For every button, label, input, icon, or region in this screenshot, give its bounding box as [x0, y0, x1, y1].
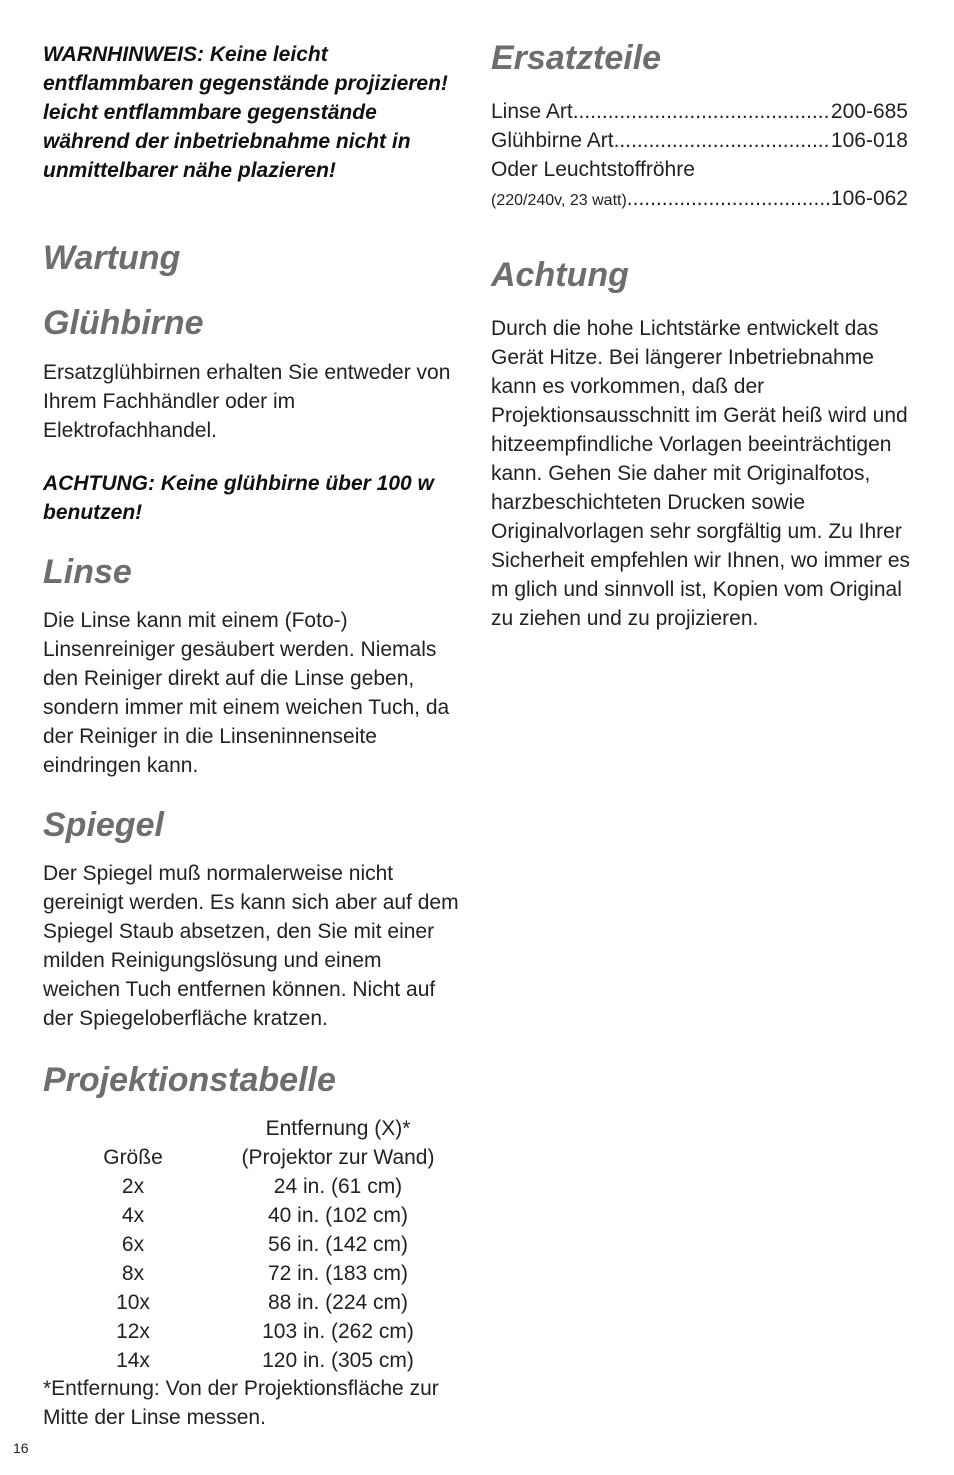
size-cell: 10x [116, 1291, 150, 1314]
table-header-row [43, 1114, 453, 1143]
size-cell: 12x [116, 1320, 150, 1343]
heading-gluehbirne: Glühbirne [43, 304, 204, 342]
parts-row-leuchtstoffroehre [491, 184, 908, 215]
heading-projektionstabelle: Projektionstabelle [43, 1061, 336, 1099]
projection-table [43, 1114, 453, 1375]
spiegel-text: Der Spiegel muß normalerweise nicht gereinigt werden. Es kann sich aber auf dem Spiegel Staub absetzen, den Sie mit einer milden Reinigungslösung und einem weichen Tuch entfernen können. Nicht auf der Spiegeloberfläche kratzen. [43, 862, 459, 1030]
table-header-row [43, 1143, 453, 1172]
table-row [43, 1288, 453, 1317]
distance-cell: 72 in. (183 cm) [267, 1262, 409, 1285]
table-row [43, 1346, 453, 1375]
size-cell: 4x [121, 1204, 145, 1227]
part-label: Glühbirne Art [491, 129, 614, 152]
heading-achtung: Achtung [491, 256, 629, 294]
parts-row-gluehbirne [491, 126, 908, 155]
gluehbirne-text: Ersatzglühbirnen erhalten Sie entweder von Ihrem Fachhändler oder im Elektrofachhandel. [43, 361, 451, 442]
dot-leader [614, 126, 831, 155]
part-number: 200-685 [830, 100, 908, 123]
header-distance-top: Entfernung (X)* [265, 1117, 411, 1140]
part-label: Linse Art [491, 100, 573, 123]
table-row [43, 1230, 453, 1259]
size-cell: 14x [116, 1349, 150, 1372]
parts-row-linse [491, 97, 908, 126]
distance-cell: 120 in. (305 cm) [262, 1349, 414, 1372]
size-cell: 8x [121, 1262, 145, 1285]
part-label: (220/240v, 23 watt) [491, 192, 627, 209]
distance-cell: 24 in. (61 cm) [273, 1175, 403, 1198]
table-row [43, 1201, 453, 1230]
heading-wartung: Wartung [43, 239, 181, 277]
table-row [43, 1172, 453, 1201]
header-size: Größe [103, 1146, 163, 1169]
part-number: 106-018 [830, 129, 908, 152]
parts-row-extra [491, 155, 908, 184]
heading-linse: Linse [43, 553, 132, 591]
table-row [43, 1259, 453, 1288]
heading-spiegel: Spiegel [43, 806, 164, 844]
achtung-text: Durch die hohe Lichtstärke entwickelt das Gerät Hitze. Bei längerer Inbetriebnahme kann es vorkommen, daß der Projektionsausschnitt im Gerät heiß wird und hitzeempfindliche Vorlagen beeinträchtigen kann. Gehen Sie daher mit Originalfotos, harzbeschichteten Drucken sowie Originalvorlagen sehr sorgfältig um. Zu Ihrer Sicherheit empfehlen wir Ihnen, wo immer es m glich und sinnvoll ist, Kopien vom Original zu ziehen und zu projizieren. [491, 317, 911, 630]
dot-leader [573, 97, 831, 126]
size-cell: 2x [121, 1175, 145, 1198]
heading-ersatzteile: Ersatzteile [491, 39, 662, 77]
parts-list [491, 97, 908, 215]
distance-cell: 40 in. (102 cm) [267, 1204, 409, 1227]
fire-warning: WARNHINWEIS: Keine leicht entflammbaren gegenstände projizieren! leicht entflammbare gegenstände während der inbetriebnahme nicht in unmittelbarer nähe plazieren! [43, 43, 448, 182]
distance-cell: 103 in. (262 cm) [262, 1320, 414, 1343]
table-row [43, 1317, 453, 1346]
part-label: Oder Leuchtstoffröhre [491, 158, 695, 181]
distance-cell: 88 in. (224 cm) [267, 1291, 409, 1314]
size-cell: 6x [121, 1233, 145, 1256]
gluehbirne-warning: ACHTUNG: Keine glühbirne über 100 w benutzen! [43, 472, 434, 524]
table-footnote: *Entfernung: Von der Projektionsfläche zur Mitte der Linse messen. [43, 1377, 439, 1429]
page-number: 16 [13, 1440, 29, 1456]
part-number: 106-062 [830, 187, 908, 210]
distance-cell: 56 in. (142 cm) [267, 1233, 409, 1256]
linse-text: Die Linse kann mit einem (Foto-) Linsenreiniger gesäubert werden. Niemals den Reiniger direkt auf die Linse geben, sondern immer mit einem weichen Tuch, da der Reiniger in die Linseninnenseite eindringen kann. [43, 609, 450, 777]
header-distance: (Projektor zur Wand) [241, 1146, 435, 1169]
dot-leader [627, 184, 831, 213]
